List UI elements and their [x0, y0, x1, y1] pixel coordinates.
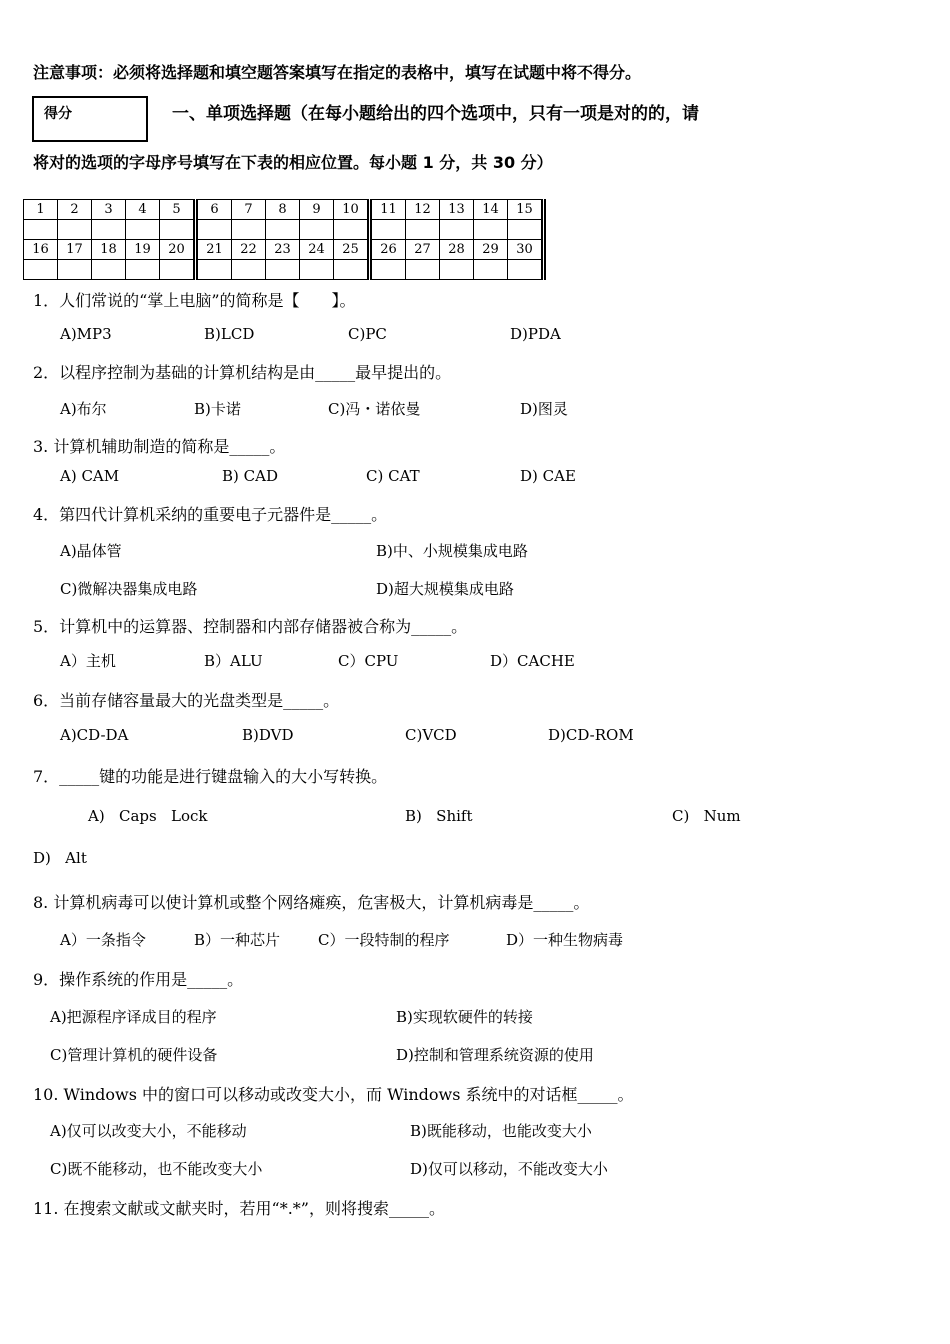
table-cell-num: 27 — [406, 240, 440, 260]
question-1-option-a: A)MP3 — [60, 325, 112, 343]
answer-cell[interactable] — [126, 260, 160, 280]
section-heading-line1: 一、单项选择题（在每小题给出的四个选项中，只有一项是对的的，请 — [172, 104, 699, 124]
table-cell-num: 22 — [232, 240, 266, 260]
table-cell-num: 9 — [300, 200, 334, 220]
question-1-option-b: B)LCD — [204, 325, 255, 343]
question-8-option-a: A）一条指令 — [60, 931, 146, 949]
answer-cell[interactable] — [300, 220, 334, 240]
question-5-stem: 5．计算机中的运算器、控制器和内部存储器被合称为_____。 — [33, 617, 468, 636]
question-3-option-a: A) CAM — [60, 467, 120, 485]
question-3-option-c: C) CAT — [366, 467, 420, 485]
answer-cell[interactable] — [474, 220, 508, 240]
table-cell-num: 10 — [334, 200, 370, 220]
question-9-option-a: A)把源程序译成目的程序 — [50, 1008, 217, 1026]
question-4-stem: 4．第四代计算机采纳的重要电子元器件是_____。 — [33, 505, 388, 524]
table-cell-num: 1 — [24, 200, 58, 220]
question-7-option-a: A) Caps Lock — [88, 807, 208, 825]
answer-cell[interactable] — [24, 260, 58, 280]
question-7-option-c: C) Num — [672, 807, 741, 825]
question-8-stem: 8. 计算机病毒可以使计算机或整个网络瘫痪，危害极大，计算机病毒是_____。 — [33, 893, 590, 912]
table-cell-num: 14 — [474, 200, 508, 220]
answer-cell[interactable] — [92, 220, 126, 240]
answer-cell[interactable] — [334, 220, 370, 240]
answer-cell[interactable] — [440, 220, 474, 240]
answer-cell[interactable] — [406, 220, 440, 240]
answer-cell[interactable] — [300, 260, 334, 280]
question-8-option-c: C）一段特制的程序 — [318, 931, 450, 949]
answer-cell[interactable] — [266, 220, 300, 240]
question-4-option-c: C)微解决器集成电路 — [60, 580, 198, 598]
answer-cell[interactable] — [474, 260, 508, 280]
question-11-stem: 11. 在搜索文献或文献夹时，若用“*.*”，则将搜索_____。 — [33, 1199, 445, 1218]
table-cell-num: 28 — [440, 240, 474, 260]
table-cell-num: 6 — [196, 200, 232, 220]
table-cell-num: 3 — [92, 200, 126, 220]
table-cell-num: 24 — [300, 240, 334, 260]
answer-cell[interactable] — [24, 220, 58, 240]
question-10-stem: 10. Windows 中的窗口可以移动或改变大小，而 Windows 系统中的对话框_____。 — [33, 1085, 634, 1104]
answer-cell[interactable] — [58, 260, 92, 280]
question-4-option-d: D)超大规模集成电路 — [376, 580, 514, 598]
table-cell-num: 7 — [232, 200, 266, 220]
table-cell-num: 20 — [160, 240, 196, 260]
answer-cell[interactable] — [508, 220, 544, 240]
answer-cell[interactable] — [334, 260, 370, 280]
answer-table-answer-row-1 — [24, 220, 544, 240]
answer-cell[interactable] — [92, 260, 126, 280]
table-cell-num: 19 — [126, 240, 160, 260]
question-5-option-c: C）CPU — [338, 652, 399, 670]
question-1-option-d: D)PDA — [510, 325, 561, 343]
table-cell-num: 18 — [92, 240, 126, 260]
question-7-stem: 7．_____键的功能是进行键盘输入的大小写转换。 — [33, 767, 388, 786]
question-2-option-b: B)卡诺 — [194, 400, 241, 418]
question-7-option-d: D) Alt — [33, 849, 87, 867]
answer-cell[interactable] — [440, 260, 474, 280]
answer-table-answer-row-2 — [24, 260, 544, 280]
answer-cell[interactable] — [232, 220, 266, 240]
answer-table — [23, 199, 546, 280]
table-cell-num: 13 — [440, 200, 474, 220]
section-heading-line2: 将对的选项的字母序号填写在下表的相应位置。每小题 1 分，共 30 分） — [33, 153, 553, 172]
question-2-option-a: A)布尔 — [60, 400, 107, 418]
table-cell-num: 5 — [160, 200, 196, 220]
answer-cell[interactable] — [160, 260, 196, 280]
question-1-option-c: C)PC — [348, 325, 387, 343]
answer-cell[interactable] — [58, 220, 92, 240]
question-9-option-c: C)管理计算机的硬件设备 — [50, 1046, 218, 1064]
table-cell-num: 30 — [508, 240, 544, 260]
table-cell-num: 23 — [266, 240, 300, 260]
question-10-option-a: A)仅可以改变大小，不能移动 — [50, 1122, 247, 1140]
question-8-option-d: D）一种生物病毒 — [506, 931, 624, 949]
question-4-option-b: B)中、小规模集成电路 — [376, 542, 528, 560]
question-5-option-a: A）主机 — [60, 652, 116, 670]
answer-cell[interactable] — [232, 260, 266, 280]
answer-table-header-row-1 — [24, 200, 544, 220]
answer-cell[interactable] — [508, 260, 544, 280]
question-6-option-b: B)DVD — [242, 726, 294, 744]
table-cell-num: 12 — [406, 200, 440, 220]
question-10-option-d: D)仅可以移动，不能改变大小 — [410, 1160, 608, 1178]
table-cell-num: 26 — [370, 240, 406, 260]
table-cell-num: 17 — [58, 240, 92, 260]
notice-text: 注意事项：必须将选择题和填空题答案填写在指定的表格中，填写在试题中将不得分。 — [33, 63, 642, 82]
question-6-option-a: A)CD-DA — [60, 726, 129, 744]
table-cell-num: 4 — [126, 200, 160, 220]
answer-cell[interactable] — [196, 260, 232, 280]
answer-cell[interactable] — [406, 260, 440, 280]
table-cell-num: 25 — [334, 240, 370, 260]
question-2-option-c: C)冯・诺依曼 — [328, 400, 421, 418]
question-4-option-a: A)晶体管 — [60, 542, 122, 560]
table-cell-num: 16 — [24, 240, 58, 260]
answer-cell[interactable] — [160, 220, 196, 240]
question-3-stem: 3. 计算机辅助制造的简称是_____。 — [33, 437, 286, 456]
question-10-option-b: B)既能移动，也能改变大小 — [410, 1122, 592, 1140]
question-1-stem: 1．人们常说的“掌上电脑”的简称是【 】。 — [33, 291, 356, 310]
table-cell-num: 21 — [196, 240, 232, 260]
answer-cell[interactable] — [126, 220, 160, 240]
question-5-option-b: B）ALU — [204, 652, 263, 670]
answer-cell[interactable] — [370, 220, 406, 240]
table-cell-num: 8 — [266, 200, 300, 220]
question-3-option-b: B) CAD — [222, 467, 278, 485]
table-cell-num: 2 — [58, 200, 92, 220]
question-3-option-d: D) CAE — [520, 467, 576, 485]
question-6-stem: 6．当前存储容量最大的光盘类型是_____。 — [33, 691, 340, 710]
table-cell-num: 15 — [508, 200, 544, 220]
question-2-option-d: D)图灵 — [520, 400, 568, 418]
answer-cell[interactable] — [266, 260, 300, 280]
score-box — [32, 96, 148, 142]
question-2-stem: 2．以程序控制为基础的计算机结构是由_____最早提出的。 — [33, 363, 452, 382]
score-label: 得分 — [44, 106, 72, 122]
question-5-option-d: D）CACHE — [490, 652, 575, 670]
question-9-stem: 9．操作系统的作用是_____。 — [33, 970, 244, 989]
answer-table-header-row-2 — [24, 240, 544, 260]
question-6-option-c: C)VCD — [405, 726, 457, 744]
question-9-option-b: B)实现软硬件的转接 — [396, 1008, 533, 1026]
question-8-option-b: B）一种芯片 — [194, 931, 281, 949]
question-7-option-b: B) Shift — [405, 807, 473, 825]
answer-cell[interactable] — [370, 260, 406, 280]
question-6-option-d: D)CD-ROM — [548, 726, 634, 744]
answer-cell[interactable] — [196, 220, 232, 240]
table-cell-num: 29 — [474, 240, 508, 260]
question-10-option-c: C)既不能移动，也不能改变大小 — [50, 1160, 263, 1178]
table-cell-num: 11 — [370, 200, 406, 220]
question-9-option-d: D)控制和管理系统资源的使用 — [396, 1046, 594, 1064]
